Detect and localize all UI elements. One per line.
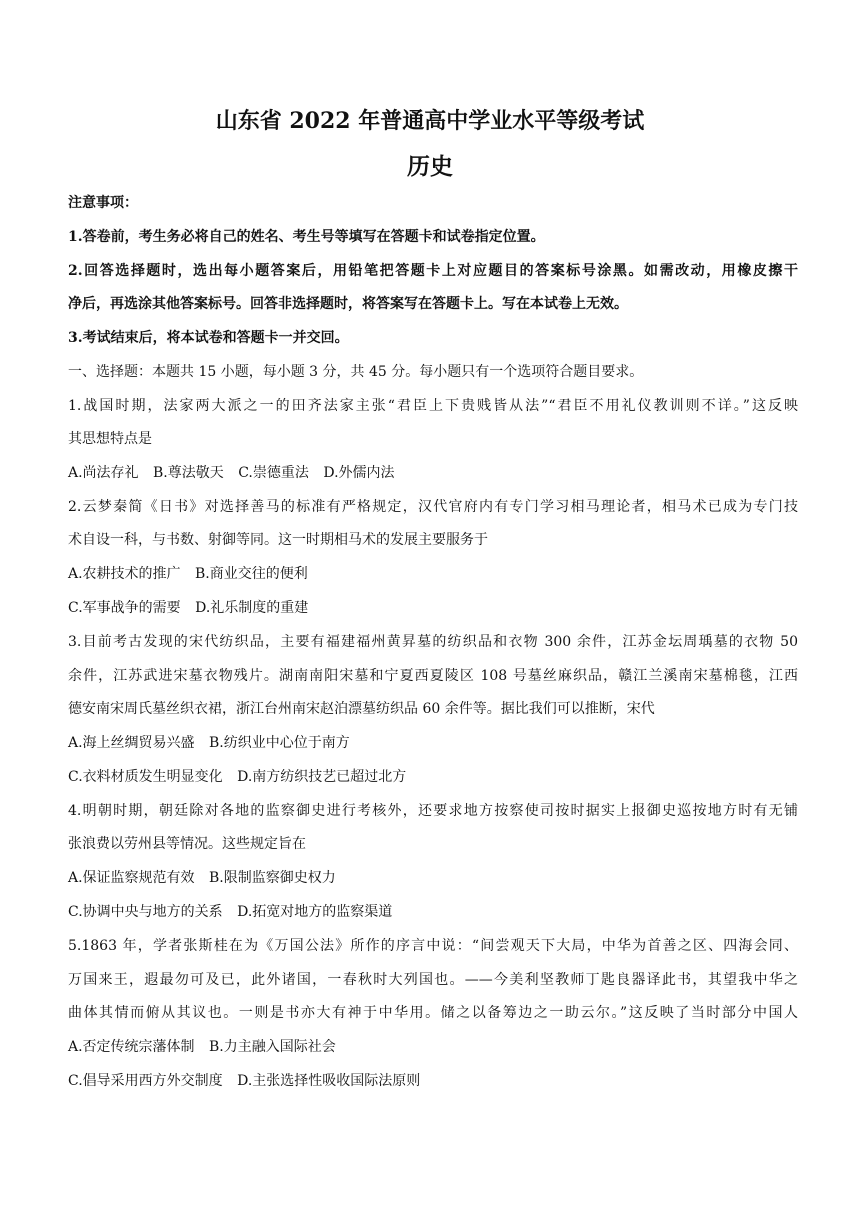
option-d: D.南方纺织技艺已超过北方 bbox=[237, 769, 407, 785]
question-5-line-3: 曲体其情而俯从其议也。一则是书亦大有神于中华用。储之以备筹边之一助云尔。”这反映了当时部分中国人 bbox=[68, 1005, 798, 1021]
question-3-line-1: 3.目前考古发现的宋代纺织品，主要有福建福州黄昇墓的纺织品和衣物 300 余件，江苏金坛周瑀墓的衣物 50 bbox=[68, 634, 798, 650]
option-b: B.尊法敬天 bbox=[153, 465, 224, 481]
option-a: A.尚法存礼 bbox=[68, 465, 139, 481]
option-d: D.拓宽对地方的监察渠道 bbox=[237, 904, 393, 920]
option-d: D.外儒内法 bbox=[323, 465, 395, 481]
option-c: C.衣料材质发生明显变化 bbox=[68, 769, 223, 785]
option-d: D.主张选择性吸收国际法原则 bbox=[237, 1073, 421, 1089]
notice-item-1: 1.答卷前，考生务必将自己的姓名、考生号等填写在答题卡和试卷指定位置。 bbox=[68, 229, 545, 245]
option-a: A.农耕技术的推广 bbox=[68, 566, 181, 582]
question-5-line-2: 万国来王，遐最勿可及已，此外诸国，一春秋时大列国也。——今美利坚教师丁匙良器译此书，其望我中华之 bbox=[68, 972, 798, 988]
option-a: A.保证监察规范有效 bbox=[68, 870, 195, 886]
question-4-options-row-2 bbox=[68, 902, 798, 922]
option-b: B.纺织业中心位于南方 bbox=[209, 735, 350, 751]
section-intro: 一、选择题：本题共 15 小题，每小题 3 分，共 45 分。每小题只有一个选项符合题目要求。 bbox=[68, 364, 644, 380]
question-5-options-row-1 bbox=[68, 1037, 798, 1057]
option-d: D.礼乐制度的重建 bbox=[195, 600, 309, 616]
option-a: A.否定传统宗藩体制 bbox=[68, 1039, 195, 1055]
notice-item-3: 3.考试结束后，将本试卷和答题卡一并交回。 bbox=[68, 330, 349, 346]
option-b: B.商业交往的便利 bbox=[195, 566, 308, 582]
question-3-line-2: 余件，江苏武进宋墓衣物残片。湖南南阳宋墓和宁夏西夏陵区 108 号墓丝麻织品，赣江兰溪南宋墓棉毯，江西 bbox=[68, 668, 798, 684]
question-5-options-row-2 bbox=[68, 1071, 798, 1091]
question-1-line-1: 1.战国时期，法家两大派之一的田齐法家主张“君臣上下贵贱皆从法”“君臣不用礼仪教训则不详。”这反映 bbox=[68, 398, 798, 414]
question-4-line-2: 张浪费以劳州县等情况。这些规定旨在 bbox=[68, 836, 306, 852]
question-5-line-1: 5.1863 年，学者张斯桂在为《万国公法》所作的序言中说：“间尝观天下大局，中华为首善之区、四海会同、 bbox=[68, 938, 798, 954]
option-c: C.军事战争的需要 bbox=[68, 600, 181, 616]
question-3-options-row-1 bbox=[68, 733, 798, 753]
question-1-options bbox=[68, 463, 798, 483]
question-3-line-3: 德安南宋周氏墓丝织衣裙，浙江台州南宋赵泊漂墓纺织品 60 余件等。据比我们可以推断，宋代 bbox=[68, 701, 655, 717]
option-a: A.海上丝绸贸易兴盛 bbox=[68, 735, 195, 751]
exam-title: 山东省 2022 年普通高中学业水平等级考试 bbox=[215, 108, 645, 134]
option-b: B.限制监察御史权力 bbox=[209, 870, 336, 886]
notice-item-2-line-2: 净后，再选涂其他答案标号。回答非选择题时，将答案写在答题卡上。写在本试卷上无效。 bbox=[68, 296, 628, 312]
option-b: B.力主融入国际社会 bbox=[209, 1039, 336, 1055]
notice-heading: 注意事项： bbox=[68, 195, 138, 211]
subject-title: 历史 bbox=[407, 153, 453, 180]
question-3-options-row-2 bbox=[68, 767, 798, 787]
option-c: C.崇德重法 bbox=[238, 465, 309, 481]
notice-item-2-line-1: 2.回答选择题时，选出每小题答案后，用铅笔把答题卡上对应题目的答案标号涂黑。如需改动，用橡皮擦干 bbox=[68, 263, 798, 279]
question-1-line-2: 其思想特点是 bbox=[68, 431, 152, 447]
question-4-options-row-1 bbox=[68, 868, 798, 888]
question-4-line-1: 4.明朝时期，朝廷除对各地的监察御史进行考核外，还要求地方按察使司按时据实上报御史巡按地方时有无铺 bbox=[68, 803, 798, 819]
question-2-line-1: 2.云梦秦简《日书》对选择善马的标准有严格规定，汉代官府内有专门学习相马理论者，相马术已成为专门技 bbox=[68, 499, 798, 515]
option-c: C.协调中央与地方的关系 bbox=[68, 904, 223, 920]
question-2-line-2: 术自设一科，与书数、射御等同。这一时期相马术的发展主要服务于 bbox=[68, 532, 488, 548]
question-2-options-row-2 bbox=[68, 598, 798, 618]
option-c: C.倡导采用西方外交制度 bbox=[68, 1073, 223, 1089]
question-2-options-row-1 bbox=[68, 564, 798, 584]
